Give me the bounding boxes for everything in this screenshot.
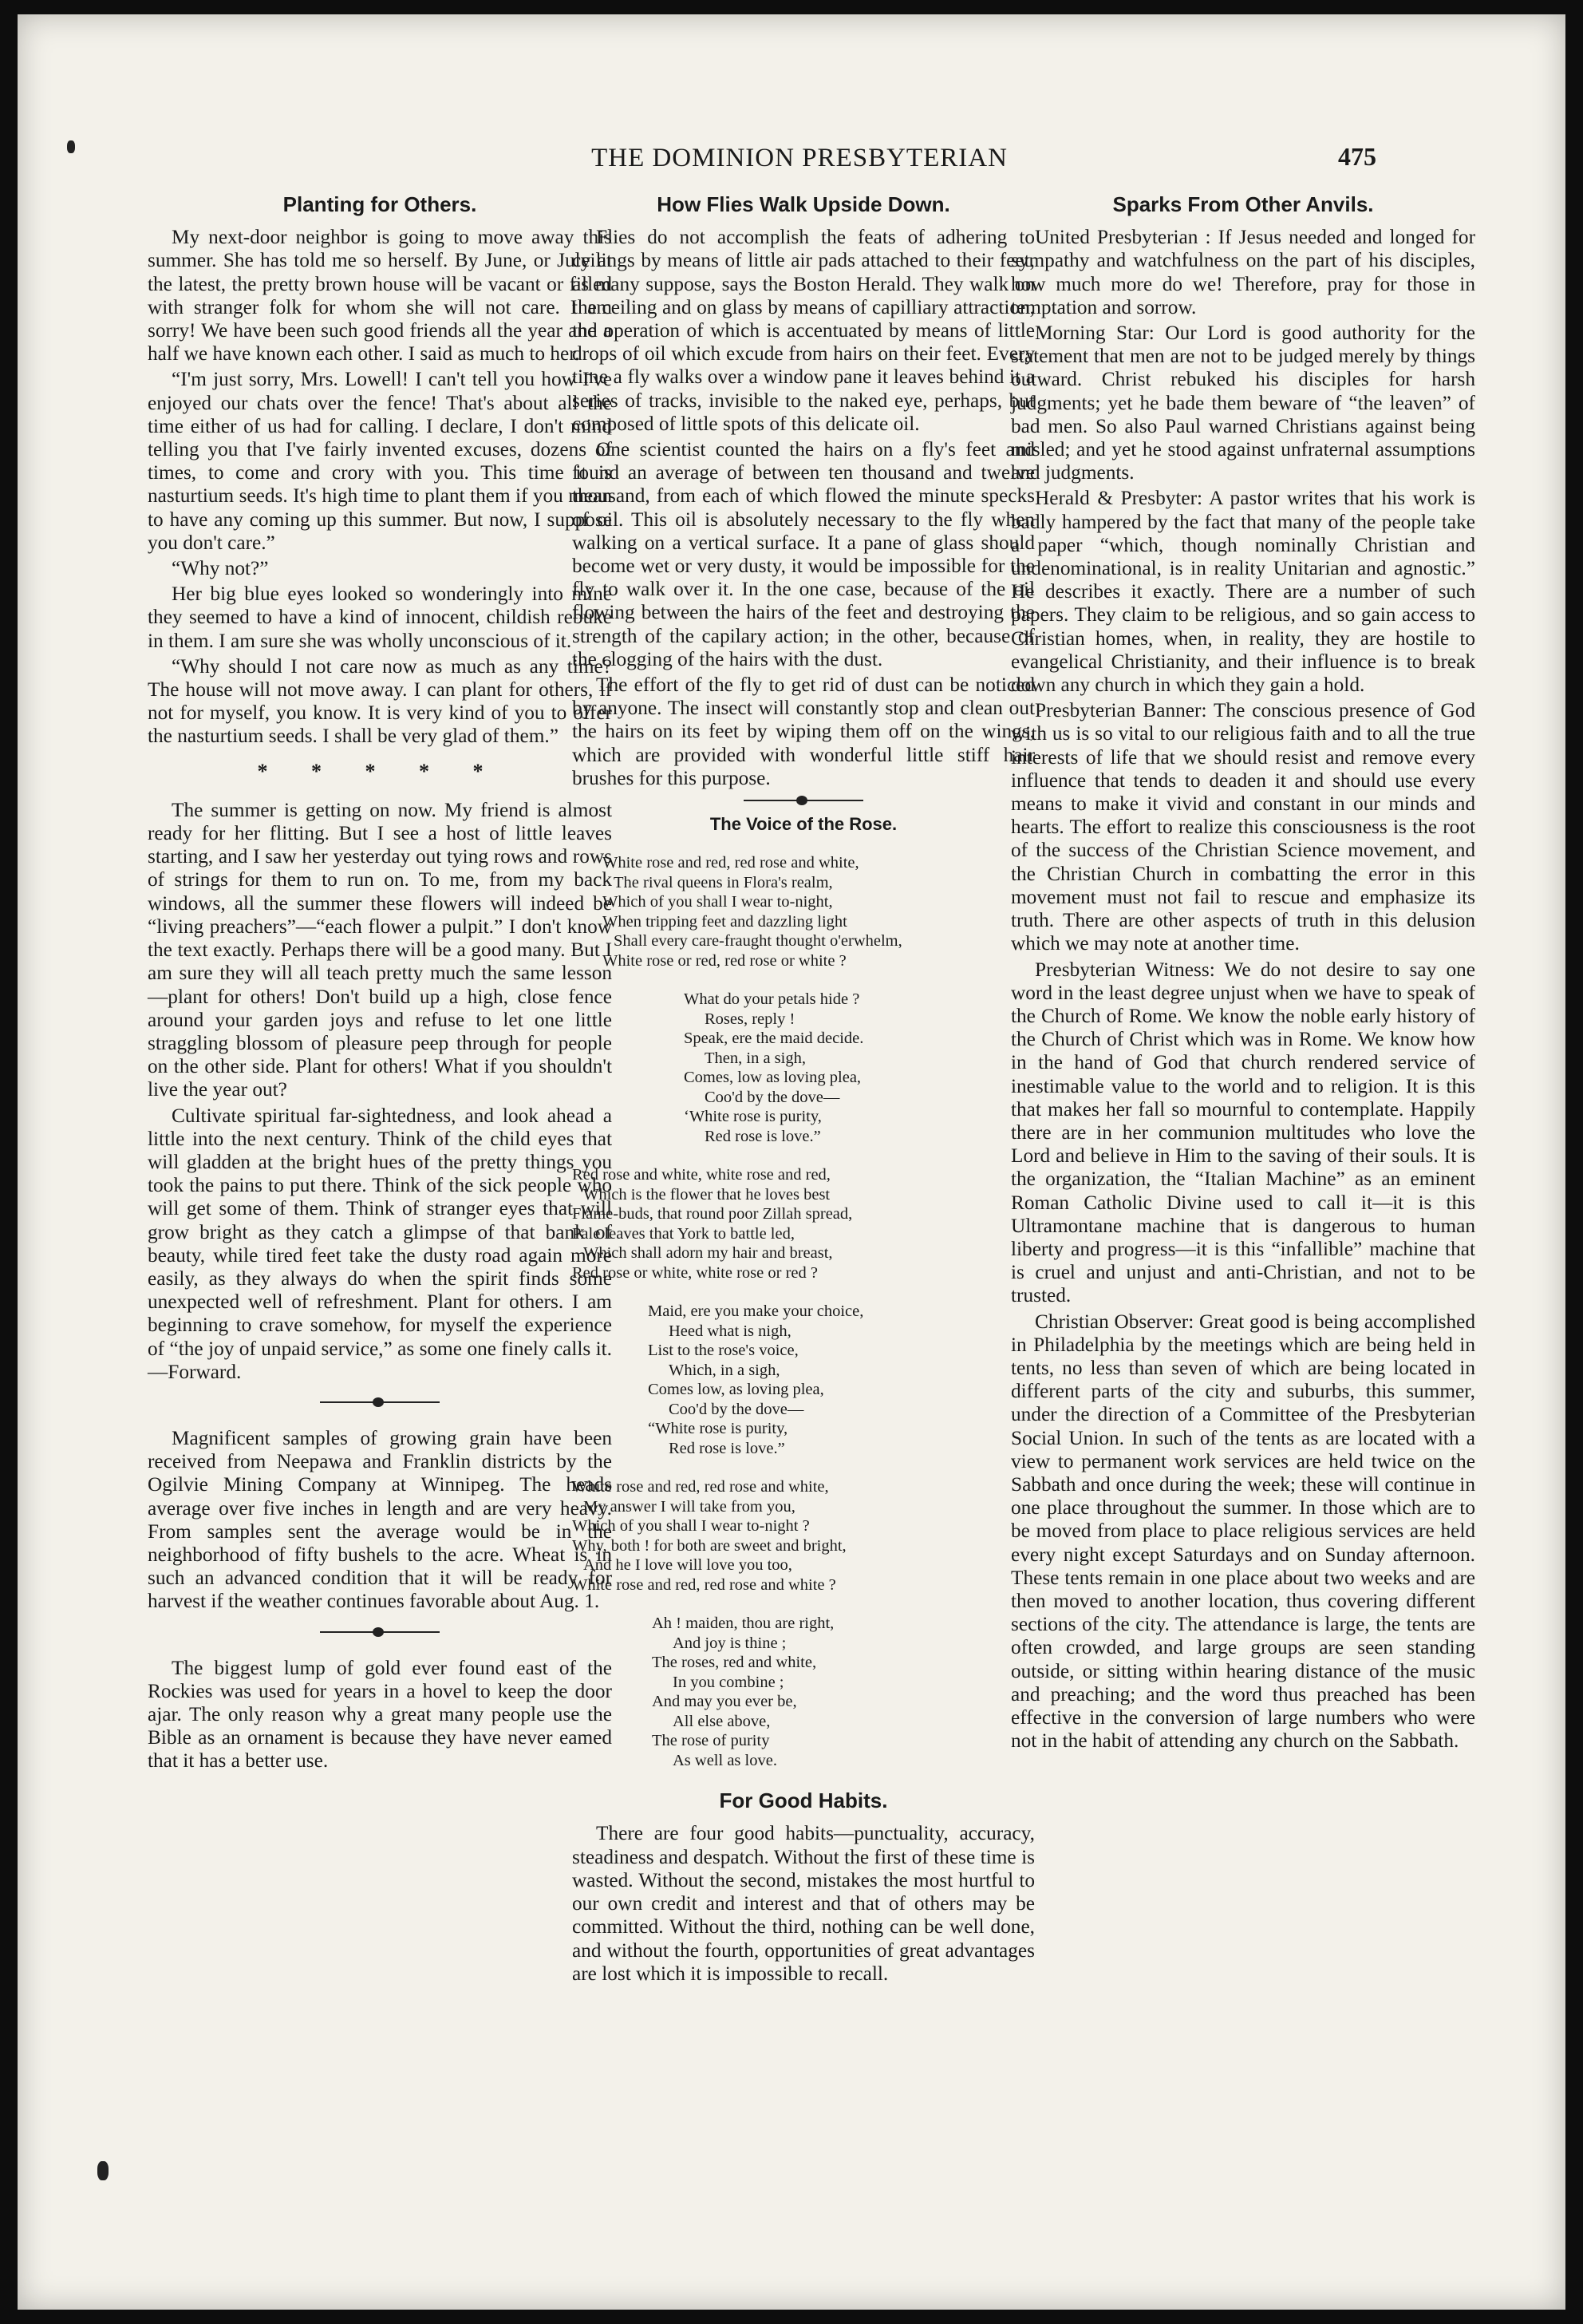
ink-mark-bottom xyxy=(97,2161,109,2180)
poem-stanza xyxy=(572,990,1035,1146)
poem-line: And joy is thine ; xyxy=(673,1634,787,1652)
paragraph: The effort of the fly to get rid of dust can be noticed by anyone. The insect will constantly stop and clean out the hairs on its feet by wiping them off on the wings, which are provided with wonderful little stiff hair brushes for this purpose. xyxy=(572,674,1035,789)
paragraph: “I'm just sorry, Mrs. Lowell! I can't tell you how I've enjoyed our chats over the fence! That's about all the time either of us had for calling. I declare, I don't mind telling you that I've fairly invented excuses, dozens of times, to come and crory with you. This time it is nasturtium seeds. It's high time to plant them if you mean to have any coming up this summer. But now, I suppose you don't care.” xyxy=(148,368,612,554)
poem-stanza xyxy=(572,1165,1035,1283)
poem-line: And he I love will love you too, xyxy=(583,1556,792,1575)
poem-line: Coo'd by the dove— xyxy=(705,1088,840,1106)
paragraph: There are four good habits—punctuality, accuracy, steadiness and despatch. Without the first of these time is wasted. Without the second, mistakes the most hurtful to our own credit and interest and that of others may be committed. Without the third, nothing can be well done, and without the fourth, opportunities of great advantages are lost which it is impossible to recall. xyxy=(572,1822,1035,1985)
poem-line: Which of you shall I wear to-night ? xyxy=(572,1517,810,1536)
paragraph: Presbyterian Banner: The conscious presence of God with us is so vital to our religious faith and to all the true interests of life that we should resist and remove every influence that tends to deaden it and should use every means to make it vivid and constant in our minds and hearts. The effort to realize this consciousness is the root of the success of the Christian Science movement, and the Christian Church in combatting the error in this movement must not fail to rescue and emphasize its truth. There are other aspects of truth in this delusion which we may note at another time. xyxy=(1011,699,1475,955)
paragraph: Flies do not accomplish the feats of adhering to ceilings by means of little air pads attached to their feet, as many suppose, says the Boston Herald. They walk on the ceiling and on glass by means of capilliary attraction, the operation of which is accentuated by means of little drops of oil which excude from hairs on their feet. Every time a fly walks over a window pane it leaves behind it a series of tracks, invisible to the naked eye, perhaps, but composed of little spots of this delicate oil. xyxy=(572,226,1035,435)
poem-line: Speak, ere the maid decide. xyxy=(684,1030,864,1048)
poem-line: “White rose is purity, xyxy=(648,1420,788,1438)
paragraph: “Why should I not care now as much as any time? The house will not move away. I can plant for others, if not for myself, you know. It is very kind of you to offer the nasturtium seeds. I shall be very glad of them.” xyxy=(148,654,612,748)
paragraph: Presbyterian Witness: We do not desire to say one word in the least degree unjust when we have to speak of the Church of Rome. We know the noble early history of the Church of Christ which was in Rome. We know how in the hand of God that church rendered service of inestimable value to the world and to religion. It is this that makes her fall so mournful to contemplate. Happily there are in her communion multitudes who love the Lord and believe in Him to the saving of their souls. It is the organization, the “Italian Machine” as an eminent Roman Catholic Divine used to call it—it is this Ultramontane machine that is dangerous to human liberty and progress—it is this “infallible” machine that is cruel and unjust and anti-Christian, and not to be trusted. xyxy=(1011,958,1475,1307)
section-rule xyxy=(320,1631,440,1633)
column-right xyxy=(1011,192,1475,1755)
poem-stanza xyxy=(572,1477,1035,1595)
column-left xyxy=(148,192,612,1776)
paragraph: Herald & Presbyter: A pastor writes that his work is badly hampered by the fact that many of the people take a paper “which, though nominally Christian and undenominational, is in reality Unitarian and agnostic.” He describes it exactly. There are a number of such papers. They claim to be religious, and so gain access to Christian homes, when, in reality, they are hostile to evangelical Christianity, and their influence is to break down any church in which they gain a hold. xyxy=(1011,487,1475,697)
poem-line: My answer I will take from you, xyxy=(583,1497,795,1516)
poem-line: Red rose is love.” xyxy=(669,1439,785,1457)
poem-line: ‘White rose is purity, xyxy=(684,1108,822,1126)
poem-line: White rose or red, red rose or white ? xyxy=(602,951,847,970)
running-head xyxy=(18,144,1565,184)
poem-line: And may you ever be, xyxy=(652,1693,797,1711)
poem-line: White rose and red, red rose and white ? xyxy=(572,1575,836,1594)
poem-line: All else above, xyxy=(673,1712,771,1730)
article-title-sparks: Sparks From Other Anvils. xyxy=(1112,192,1374,216)
poem-line: Pale leaves that York to battle led, xyxy=(572,1224,795,1243)
paragraph: Christian Observer: Great good is being accomplished in Philadelphia by the meetings which are being held in tents, no less than seven of which are being located in different parts of the city and suburbs, this summer, under the direction of a Committee of the Presbyterian Social Union. In such of the tents as are located with a view to permanent work services are held twice on the Sabbath and once during the week; these will continue in one place throughout the summer. In those which are to be moved from place to place religious services are held every night except Saturdays and on Sunday afternoon. These tents remain in one place about two weeks and are then moved to another location, thus covering different sections of the city. The attendance is large, the tents are often crowded, and large groups are seen standing outside, or sitting within hearing distance of the music and preaching; and the word thus preached has been effective in the conversion of large numbers who were not in the habit of attending any church on the Sabbath. xyxy=(1011,1310,1475,1753)
poem-line: Comes low, as loving plea, xyxy=(648,1381,824,1399)
poem-line: In you combine ; xyxy=(673,1673,784,1691)
poem-line: The rival queens in Flora's realm, xyxy=(614,873,833,891)
page-number: 475 xyxy=(1338,142,1376,171)
article-title-planting: Planting for Others. xyxy=(282,192,477,216)
paragraph: One scientist counted the hairs on a fly's feet and found an average of between ten thousand and twelve thousand, from each of which flowed the minute specks of oil. This oil is absolutely necessary to the fly when walking on a vertical surface. It a pane of glass should become wet or very dusty, it would be impossible for the fly to walk over it. In the one case, because of the oil flowing between the hairs of the feet and destroying the strength of the capilary action; in the other, because of the clogging of the hairs with the dust. xyxy=(572,438,1035,670)
poem-line: Heed what is nigh, xyxy=(669,1322,792,1340)
poem-line: Flame-buds, that round poor Zillah spread, xyxy=(572,1205,853,1223)
section-rule xyxy=(744,800,863,801)
poem-line: Ah ! maiden, thou are right, xyxy=(652,1615,835,1633)
poem-line: The rose of purity xyxy=(652,1732,770,1750)
article-title-habits: For Good Habits. xyxy=(719,1788,888,1813)
poem-line: The roses, red and white, xyxy=(652,1654,817,1672)
asterism-divider: * * * * * xyxy=(257,759,503,783)
paragraph: “Why not?” xyxy=(172,557,269,580)
poem-line: As well as love. xyxy=(673,1751,777,1769)
column-middle xyxy=(572,192,1035,1988)
poem-line: Red rose is love.” xyxy=(705,1127,821,1145)
poem-line: Shall every care-fraught thought o'erwhelm, xyxy=(614,932,902,951)
poem-stanza xyxy=(572,853,1035,970)
poem-line: Roses, reply ! xyxy=(705,1010,795,1028)
poem-line: Red rose and white, white rose and red, xyxy=(572,1166,831,1184)
poem-line: Maid, ere you make your choice, xyxy=(648,1302,864,1321)
news-item-gold: The biggest lump of gold ever found east of the Rockies was used for years in a hovel to keep the door ajar. The only reason why a great many people use the Bible as an ornament is because they have never eamed that it has a better use. xyxy=(148,1656,612,1773)
paragraph: Morning Star: Our Lord is good authority for the statement that men are not to be judged merely by things outward. Christ rebuked his disciples for harsh judgments; yet he bade them beware of “the leaven” of bad men. So also Paul warned Christians against being misled; and yet he stood against unfraternal assumptions and judgments. xyxy=(1011,322,1475,484)
paragraph: United Presbyterian : If Jesus needed and longed for sympathy and watchfulness on the part of his disciples, how much more do we! Therefore, pray for those in temptation and sorrow. xyxy=(1011,226,1475,318)
poem-line: Which of you shall I wear to-night, xyxy=(602,893,833,911)
paragraph: The summer is getting on now. My friend is almost ready for her flitting. But I see a host of little leaves starting, and I saw her yesterday out tying rows and rows of strings for them to run on. To me, from my back windows, all the summer these flowers will indeed be “living preachers”—“each flower a pulpit.” I don't know the text exactly. Perhaps there will be a good many. But I am sure they will all teach pretty much the same lesson—plant for others! Don't build up a high, close fence around your garden joys and refuse to let one little straggling blossom of pleasure peep through for people on the other side. Plant for others! What if you shouldn't live the year out? xyxy=(148,798,612,1101)
poem-line: Then, in a sigh, xyxy=(705,1049,806,1067)
poem-line: Which, in a sigh, xyxy=(669,1361,780,1379)
section-rule xyxy=(320,1401,440,1403)
poem-line: White rose and red, red rose and white, xyxy=(572,1478,829,1496)
poem-line: When tripping feet and dazzling light xyxy=(602,912,847,931)
poem-line: Coo'd by the dove— xyxy=(669,1400,804,1418)
poem-line: Red rose or white, white rose or red ? xyxy=(572,1263,818,1282)
poem-line: Comes, low as loving plea, xyxy=(684,1069,862,1087)
running-title: THE DOMINION PRESBYTERIAN xyxy=(591,144,1008,172)
news-item-grain: Magnificent samples of growing grain have been received from Neepawa and Franklin districts by the Ogilvie Mining Company at Winnipeg. The heads average over five inches in length and are very heavy. From samples sent the average would be in the neighborhood of fifty bushels to the acre. Wheat is in such an advanced condition that it will be ready for harvest if the weather continues favorable about Aug. 1. xyxy=(148,1426,612,1613)
poem-title: The Voice of the Rose. xyxy=(709,814,898,835)
poem-stanza xyxy=(572,1614,1035,1770)
poem-line: What do your petals hide ? xyxy=(684,990,860,1009)
poem-line: Why, both ! for both are sweet and bright, xyxy=(572,1536,847,1555)
poem-line: List to the rose's voice, xyxy=(648,1342,799,1360)
paragraph: My next-door neighbor is going to move away this summer. She has told me so herself. By June, or July at the latest, the pretty brown house will be vacant or filled with stranger folk for whom she will not care. I am sorry! We have been such good friends all the year and a half we have known each other. I said as much to her. xyxy=(148,226,612,366)
poem-line: Which is the flower that he loves best xyxy=(583,1185,831,1204)
paragraph: Cultivate spiritual far-sightedness, and look ahead a little into the next century. Think of the child eyes that will gladden at the bright hues of the pretty things you took the pains to put there. Think of the sick people who will get some of them. Think of stranger eyes that will grow bright as they catch a glimpse of that bank of beauty, while tired feet take the dusty road again more easily, as they always do when the spirit finds some unexpected well of refreshment. Plant for others. I am beginning to crave somehow, for myself the experience of “the joy of unpaid service,” as some one finely calls it.—Forward. xyxy=(148,1104,612,1383)
poem-line: White rose and red, red rose and white, xyxy=(602,854,859,872)
paragraph: Her big blue eyes looked so wonderingly into mine they seemed to have a kind of innocent, childish rebuke in them. I am sure she was wholly unconscious of it. xyxy=(148,583,612,652)
article-title-flies: How Flies Walk Upside Down. xyxy=(657,192,950,216)
poem-line: Which shall adorn my hair and breast, xyxy=(583,1244,833,1263)
newspaper-page xyxy=(18,14,1565,2310)
poem-stanza xyxy=(572,1302,1035,1458)
